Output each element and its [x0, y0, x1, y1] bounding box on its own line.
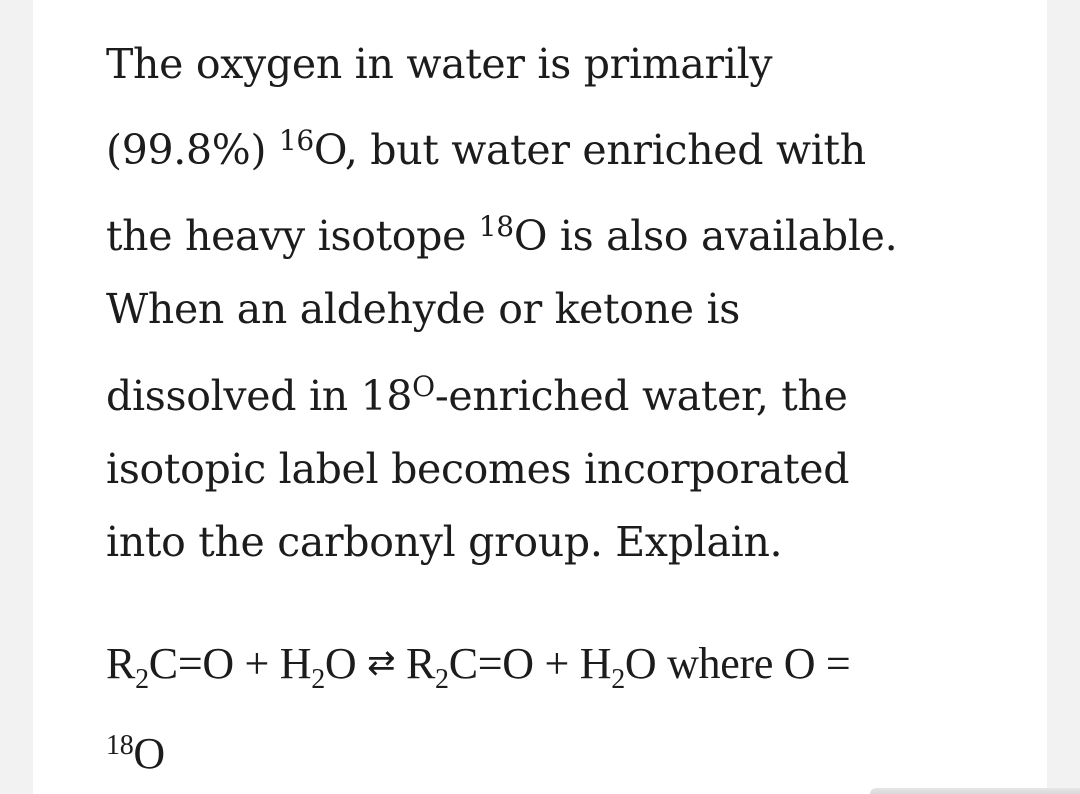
text-line-2 — [106, 126, 866, 174]
eq-rhs-r-subscript: 2 — [435, 664, 449, 695]
text-line-3 — [106, 212, 897, 260]
text-line-3-pre: the heavy isotope — [106, 212, 479, 260]
text-line-2-pre: (99.8%) — [106, 126, 279, 174]
isotope-definition — [106, 728, 165, 779]
eq-lhs-r-subscript: 2 — [135, 664, 149, 695]
text-line-2-post: O, but water enriched with — [313, 126, 866, 174]
text-line-3-post: O is also available. — [513, 212, 898, 260]
eq-rhs-r: R — [395, 639, 436, 688]
eq-lhs-r: R — [106, 639, 136, 688]
card-edge — [870, 788, 1080, 794]
text-line-5 — [106, 372, 848, 420]
equilibrium-arrow-icon: ⇄ — [367, 643, 396, 683]
text-line-6 — [106, 445, 849, 493]
text-line-4 — [106, 285, 740, 333]
eq-lhs-h-subscript: 2 — [311, 664, 325, 695]
text-line-1 — [106, 40, 772, 88]
isotope-18-mass: 18 — [478, 210, 514, 243]
eq-rhs-h-subscript: 2 — [611, 664, 625, 695]
eq-rhs-definition: O where O = — [624, 639, 851, 688]
text-line-7-content: into the carbonyl group. Explain. — [106, 518, 783, 566]
eq-lhs-water-o: O — [324, 639, 368, 688]
text-line-5-post: -enriched water, the — [434, 372, 848, 420]
text-line-4-content: When an aldehyde or ketone is — [106, 285, 741, 333]
eq-lhs-carbonyl: C=O + H — [148, 639, 312, 688]
text-line-7 — [106, 518, 782, 566]
text-line-6-content: isotopic label becomes incorporated — [106, 445, 850, 493]
eq-rhs-carbonyl: C=O + H — [448, 639, 612, 688]
text-line-1-content: The oxygen in water is primarily — [106, 40, 773, 88]
text-line-5-pre: dissolved in 18 — [106, 372, 413, 420]
equation — [106, 638, 851, 695]
isotope-16-mass: 16 — [278, 124, 314, 157]
eq-isotope-symbol: O — [133, 729, 165, 778]
eq-isotope-mass: 18 — [106, 730, 134, 761]
oxygen-superscript: O — [412, 370, 435, 403]
